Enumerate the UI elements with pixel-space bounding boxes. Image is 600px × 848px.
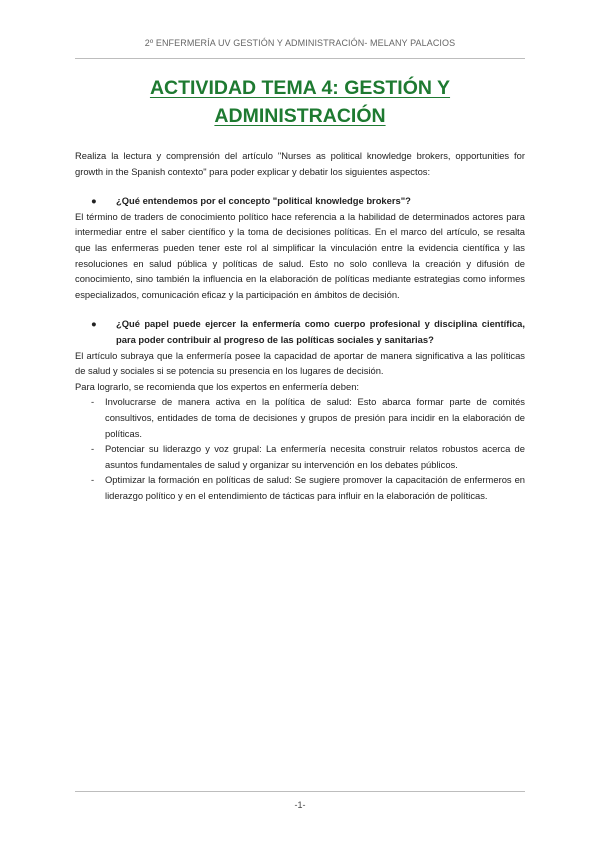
title-line-2: ADMINISTRACIÓN — [214, 105, 386, 127]
dash-icon: - — [91, 474, 95, 486]
bullet-icon: ● — [91, 318, 97, 330]
document-body — [75, 148, 525, 503]
page-number: -1- — [294, 800, 306, 810]
intro-paragraph: Realiza la lectura y comprensión del artículo "Nurses as political knowledge brokers, opportunities for growth in the Spanish contexto" para poder explicar y debatir los siguientes aspectos: — [75, 150, 525, 177]
bullet-icon: ● — [91, 195, 97, 207]
recommendations-list — [75, 394, 525, 503]
header-divider — [75, 58, 525, 59]
question-2 — [75, 316, 525, 347]
document-title — [75, 74, 525, 130]
question-2-text: ¿Qué papel puede ejercer la enfermería como cuerpo profesional y disciplina científica, para poder contribuir al progreso de las políticas sociales y sanitarias? — [116, 318, 525, 345]
list-item-text: Potenciar su liderazgo y voz grupal: La enfermería necesita construir relatos robustos acerca de asuntos fundamentales de salud y organizar su intervención en los debates públicos. — [105, 443, 525, 470]
answer-2-lead: Para lograrlo, se recomienda que los expertos en enfermería deben: — [75, 380, 360, 392]
list-item — [75, 441, 525, 472]
page-header: 2º ENFERMERÍA UV GESTIÓN Y ADMINISTRACIÓN- MELANY PALACIOS — [144, 38, 456, 48]
dash-icon: - — [91, 443, 95, 455]
question-1-text: ¿Qué entendemos por el concepto "political knowledge brokers"? — [116, 195, 411, 207]
list-item — [75, 472, 525, 503]
answer-1-paragraph: El término de traders de conocimiento político hace referencia a la habilidad de determinados actores para intermediar entre el saber científico y la toma de decisiones políticas. En el marco del artículo, se resalta que las enfermeras pueden tener este rol al simplificar la vinculación entre la evidencia científica y las resoluciones en salud pública y políticas de salud. Esto no solo conlleva la creación y difusión de conocimiento, sino también la influencia en la elaboración de políticas mediante estrategias como informes especializados, comunicación eficaz y la participación en ámbitos de decisión. — [75, 210, 525, 300]
dash-icon: - — [91, 396, 95, 408]
question-1 — [75, 193, 525, 209]
footer-divider — [75, 791, 525, 792]
title-line-1: ACTIVIDAD TEMA 4: GESTIÓN Y — [149, 77, 451, 99]
list-item — [75, 394, 525, 441]
list-item-text: Involucrarse de manera activa en la política de salud: Esto abarca formar parte de comités consultivos, entidades de toma de decisiones y grupos de presión para incidir en la elaboración de políticas. — [105, 396, 525, 439]
list-item-text: Optimizar la formación en políticas de salud: Se sugiere promover la capacitación de enfermeros en liderazgo político y en el entendimiento de tácticas para influir en la elaboración de políticas. — [105, 474, 525, 501]
answer-2-paragraph: El artículo subraya que la enfermería posee la capacidad de aportar de manera significativa a las políticas de salud y sociales si se potencia su presencia en los lugares de decisión. — [75, 349, 525, 377]
